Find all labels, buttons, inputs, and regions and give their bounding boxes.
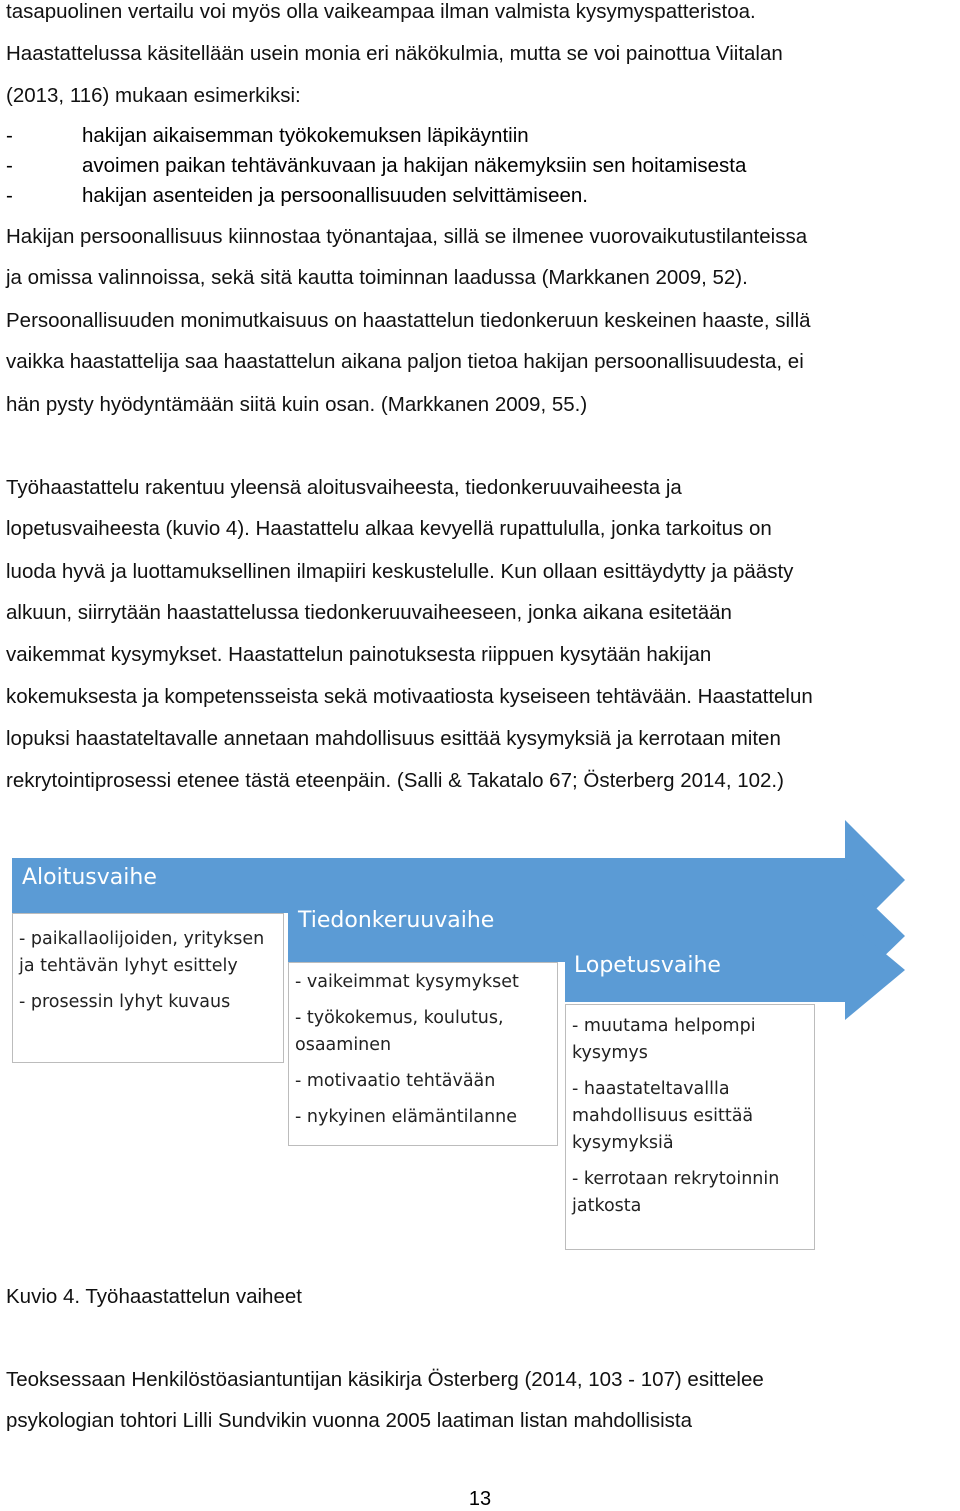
list-item: - haastateltavallla mahdollisuus esittää kysymyksiä	[572, 1079, 754, 1153]
list-item: avoimen paikan tehtävänkuvaan ja hakijan näkemyksiin sen hoitamisesta	[82, 154, 747, 177]
list-item: - vaikeimmat kysymykset	[295, 972, 519, 992]
phase-title-tiedonkeruu: Tiedonkeruuvaihe	[298, 908, 495, 933]
phase-title-aloitus: Aloitusvaihe	[22, 865, 157, 890]
body-text-line: Teoksessaan Henkilöstöasiantuntijan käsikirja Österberg (2014, 103 - 107) esittelee	[6, 1368, 764, 1391]
body-text-line: vaikemmat kysymykset. Haastattelun painotuksesta riippuen kysytään hakijan	[6, 643, 712, 666]
bullet-marker: -	[6, 184, 13, 207]
list-item: hakijan aikaisemman työkokemuksen läpikäyntiin	[82, 124, 529, 147]
body-text-line: (2013, 116) mukaan esimerkiksi:	[6, 84, 301, 107]
body-text-line: vaikka haastattelija saa haastattelun aikana paljon tietoa hakijan persoonallisuudesta, ei	[6, 350, 804, 373]
bullet-marker: -	[6, 154, 13, 177]
list-item: - nykyinen elämäntilanne	[295, 1107, 518, 1127]
body-text-line: Persoonallisuuden monimutkaisuus on haastattelun tiedonkeruun keskeinen haaste, sillä	[6, 309, 811, 332]
phase-box-aloitus	[12, 913, 284, 1063]
phase-title-lopetus: Lopetusvaihe	[574, 953, 721, 978]
phase-box-tiedonkeruu	[288, 962, 558, 1146]
list-item: hakijan asenteiden ja persoonallisuuden selvittämiseen.	[82, 184, 588, 207]
body-text-line: kokemuksesta ja kompetensseista sekä motivaatiosta kyseiseen tehtävään. Haastattelun	[6, 685, 813, 708]
body-text-line: luoda hyvä ja luottamuksellinen ilmapiiri keskustelulle. Kun ollaan esittäydytty ja päästy	[6, 560, 794, 583]
body-text-line: Työhaastattelu rakentuu yleensä aloitusvaiheesta, tiedonkeruuvaiheesta ja	[6, 476, 682, 499]
body-text-line: Hakijan persoonallisuus kiinnostaa työnantajaa, sillä se ilmenee vuorovaikutustilanteissa	[6, 225, 808, 248]
bullet-marker: -	[6, 124, 13, 147]
list-item: - paikallaolijoiden, yrityksen ja tehtävän lyhyt esittely	[19, 929, 265, 976]
list-item: - muutama helpompi kysymys	[572, 1016, 756, 1063]
list-item: - motivaatio tehtävään	[295, 1071, 496, 1091]
body-text-line: psykologian tohtori Lilli Sundvikin vuonna 2005 laatiman listan mahdollisista	[6, 1409, 693, 1432]
list-item: - kerrotaan rekrytoinnin jatkosta	[572, 1169, 780, 1216]
body-text-line: lopuksi haastateltavalle annetaan mahdollisuus esittää kysymyksiä ja kerrotaan miten	[6, 727, 781, 750]
body-text-line: hän pysty hyödyntämään siitä kuin osan. (Markkanen 2009, 55.)	[6, 393, 588, 416]
body-text-line: ja omissa valinnoissa, sekä sitä kautta toiminnan laadussa (Markkanen 2009, 52).	[6, 266, 748, 289]
page-number: 13	[468, 1488, 492, 1510]
body-text-line: alkuun, siirrytään haastattelussa tiedonkeruuvaiheeseen, jonka aikana esitetään	[6, 601, 732, 624]
body-text-line: tasapuolinen vertailu voi myös olla vaikeampaa ilman valmista kysymyspatteristoa.	[6, 0, 756, 23]
body-text-line: Haastattelussa käsitellään usein monia eri näkökulmia, mutta se voi painottua Viitalan	[6, 42, 783, 65]
body-text-line: lopetusvaiheesta (kuvio 4). Haastattelu alkaa kevyellä rupattululla, jonka tarkoitus on	[6, 517, 772, 540]
body-text-line: rekrytointiprosessi etenee tästä eteenpäin. (Salli & Takatalo 67; Österberg 2014, 102.)	[6, 769, 784, 792]
figure-caption: Kuvio 4. Työhaastattelun vaiheet	[6, 1285, 302, 1308]
list-item: - prosessin lyhyt kuvaus	[19, 992, 231, 1012]
phase-box-lopetus	[565, 1004, 815, 1250]
list-item: - työkokemus, koulutus, osaaminen	[295, 1008, 504, 1055]
